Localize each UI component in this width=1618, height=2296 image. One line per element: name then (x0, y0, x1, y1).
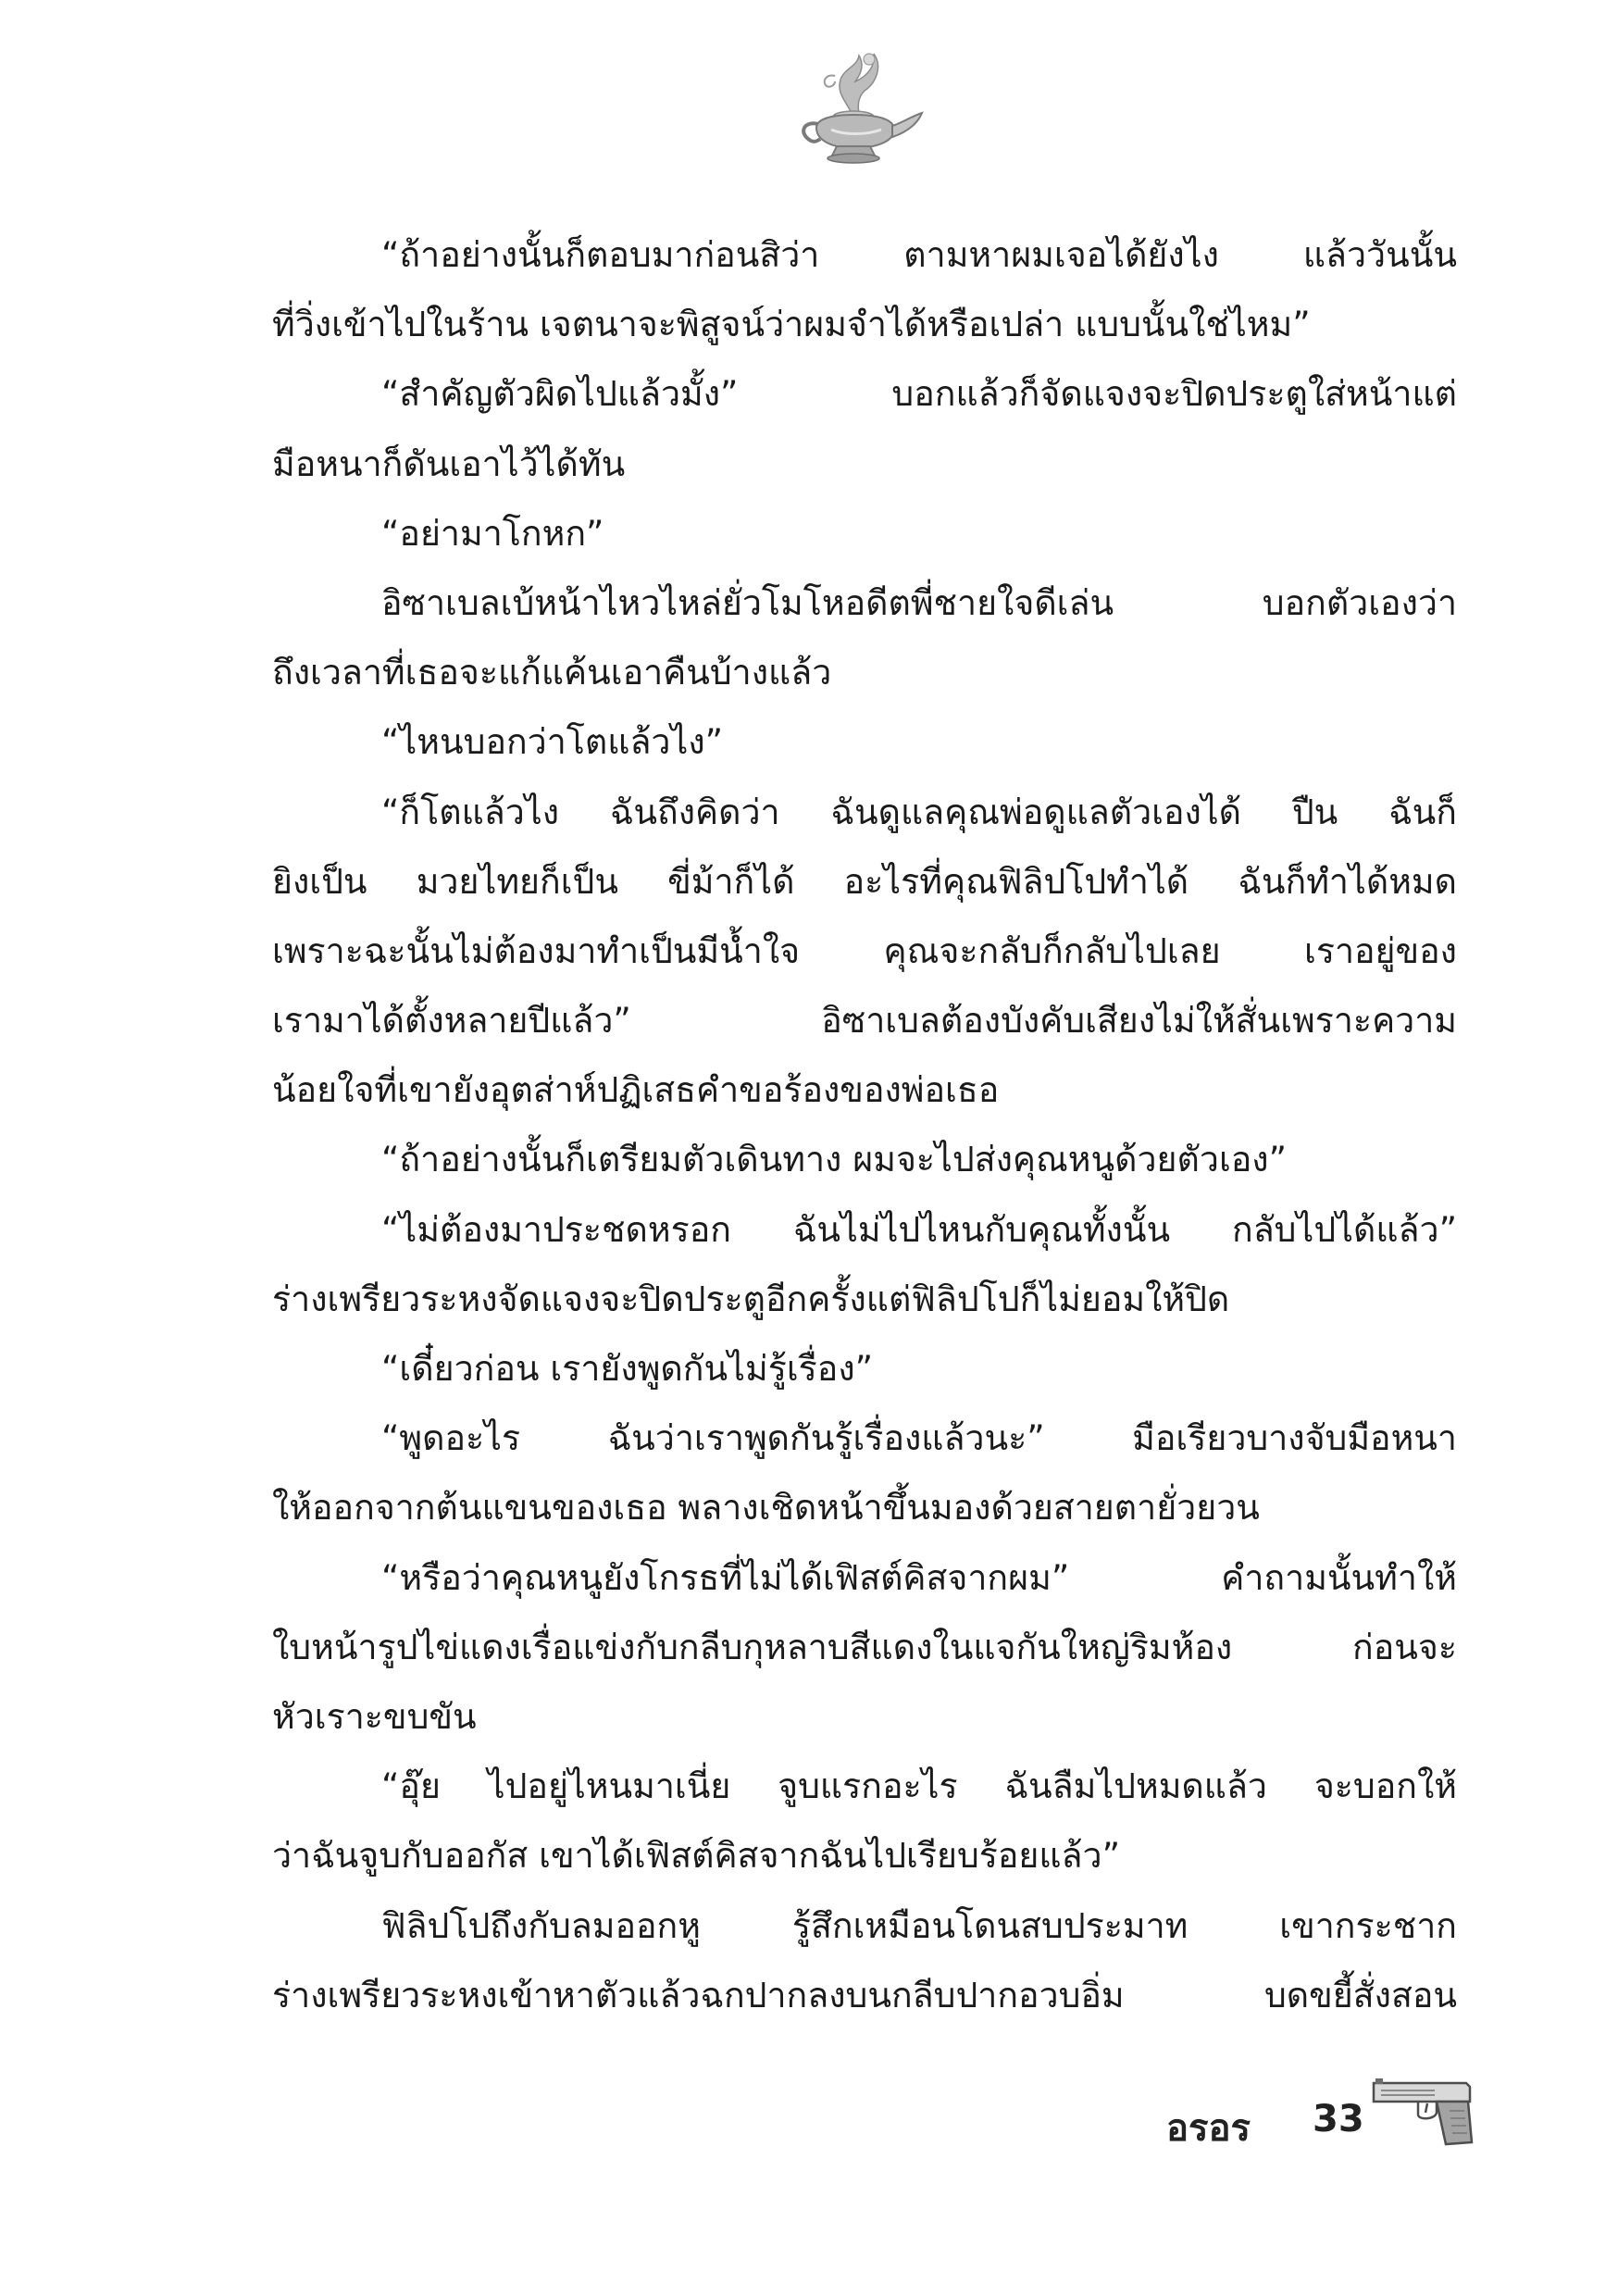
genie-lamp-icon (779, 48, 927, 168)
text-line: ฟิลิปโปถึงกับลมออกหู รู้สึกเหมือนโดนสบประมาท เขากระชาก (381, 1904, 1457, 1946)
text-line: หัวเราะขบขัน (272, 1695, 477, 1737)
text-line: อิซาเบลเบ้หน้าไหวไหล่ยั่วโมโหอดีตพี่ชายใจดีเล่น บอกตัวเองว่า (381, 581, 1457, 623)
text-line: “ถ้าอย่างนั้นก็เตรียมตัวเดินทาง ผมจะไปส่งคุณหนูด้วยตัวเอง” (381, 1139, 1288, 1180)
text-line: “ถ้าอย่างนั้นก็ตอบมาก่อนสิว่า ตามหาผมเจอได้ยังไง แล้ววันนั้น (381, 234, 1457, 275)
text-line: เรามาได้ตั้งหลายปีแล้ว” อิซาเบลต้องบังคับเสียงไม่ให้สั่นเพราะความ (272, 1000, 1457, 1042)
author-name: อรอร (1166, 2107, 1251, 2150)
text-line: “เดี๋ยวก่อน เรายังพูดกันไม่รู้เรื่อง” (381, 1348, 874, 1389)
text-line: ว่าฉันจูบกับออกัส เขาได้เฟิสต์คิสจากฉันไปเรียบร้อยแล้ว” (272, 1835, 1121, 1877)
text-line: “หรือว่าคุณหนูยังโกรธที่ไม่ได้เฟิสต์คิสจากผม” คำถามนั้นทำให้ (381, 1556, 1457, 1598)
text-line: “ไม่ต้องมาประชดหรอก ฉันไม่ไปไหนกับคุณทั้งนั้น กลับไปได้แล้ว” (381, 1208, 1457, 1250)
text-line: “ก็โตแล้วไง ฉันถึงคิดว่า ฉันดูแลคุณพ่อดูแลตัวเองได้ ปืน ฉันก็ (381, 791, 1457, 832)
page-footer (1166, 2074, 1472, 2157)
text-line: “อุ๊ย ไปอยู่ไหนมาเนี่ย จูบแรกอะไร ฉันลืมไปหมดแล้ว จะบอกให้ (381, 1766, 1457, 1807)
pistol-icon (1370, 2074, 1474, 2148)
text-line: น้อยใจที่เขายังอุตส่าห์ปฏิเสธคำขอร้องของพ่อเธอ (272, 1069, 1000, 1111)
text-line: มือหนาก็ดันเอาไว้ได้ทัน (272, 443, 626, 484)
text-line: “อย่ามาโกหก” (381, 512, 604, 554)
page-number: 33 (1313, 2098, 1364, 2140)
text-line: ที่วิ่งเข้าไปในร้าน เจตนาจะพิสูจน์ว่าผมจำได้หรือเปล่า แบบนั้นใช่ไหม” (272, 304, 1311, 345)
body-text (272, 220, 1457, 2030)
text-line: ถึงเวลาที่เธอจะแก้แค้นเอาคืนบ้างแล้ว (272, 652, 832, 693)
text-line: ร่างเพรียวระหงเข้าหาตัวแล้วฉกปากลงบนกลีบปากอวบอิ่ม บดขยี้สั่งสอน (272, 1974, 1457, 2015)
text-line: ใบหน้ารูปไข่แดงเรื่อแข่งกับกลีบกุหลาบสีแดงในแจกันใหญ่ริมห้อง ก่อนจะ (272, 1626, 1457, 1667)
text-line: “สำคัญตัวผิดไปแล้วมั้ง” บอกแล้วก็จัดแจงจะปิดประตูใส่หน้าแต่ (381, 373, 1457, 415)
text-line: เพราะฉะนั้นไม่ต้องมาทำเป็นมีน้ำใจ คุณจะกลับก็กลับไปเลย เราอยู่ของ (272, 930, 1457, 971)
text-line: ร่างเพรียวระหงจัดแจงจะปิดประตูอีกครั้งแต่ฟิลิปโปก็ไม่ยอมให้ปิด (272, 1278, 1230, 1319)
text-line: ให้ออกจากต้นแขนของเธอ พลางเชิดหน้าขึ้นมองด้วยสายตายั่วยวน (272, 1487, 1260, 1529)
text-line: ยิงเป็น มวยไทยก็เป็น ขี่ม้าก็ได้ อะไรที่คุณฟิลิปโปทำได้ ฉันก็ทำได้หมด (272, 860, 1457, 902)
text-line: “พูดอะไร ฉันว่าเราพูดกันรู้เรื่องแล้วนะ” มือเรียวบางจับมือหนา (381, 1417, 1457, 1459)
text-line: “ไหนบอกว่าโตแล้วไง” (381, 721, 724, 763)
